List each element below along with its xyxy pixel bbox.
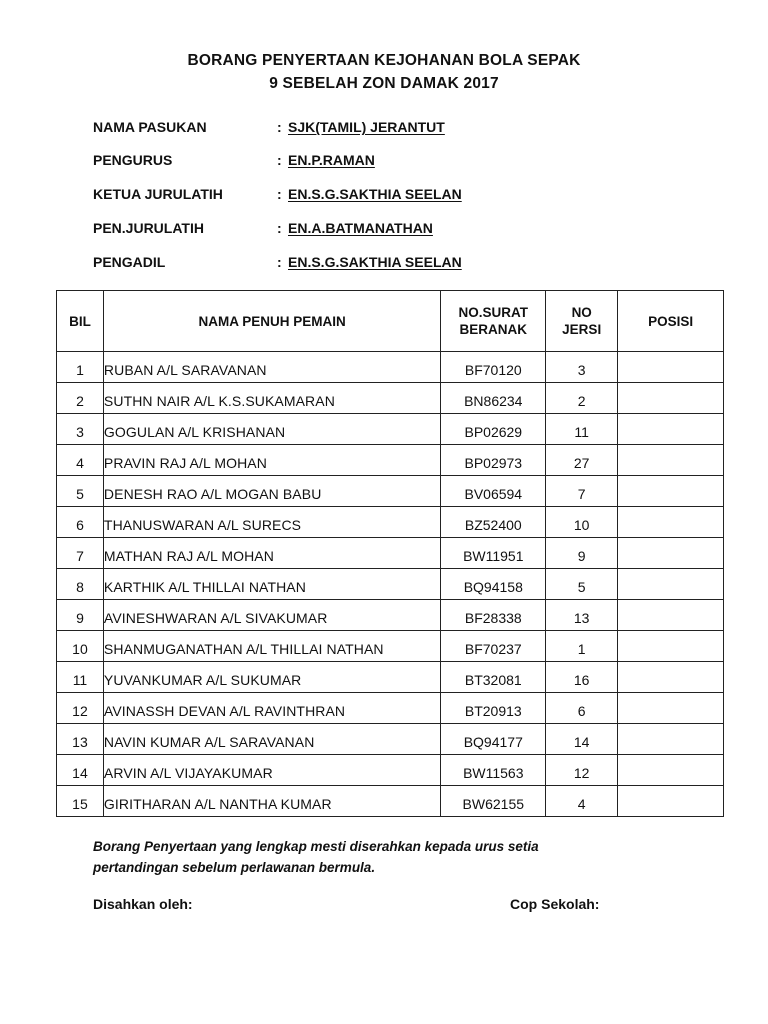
info-colon: : — [277, 254, 282, 270]
cell-position — [618, 786, 724, 817]
cell-jersey-number: 5 — [546, 569, 618, 600]
info-value: SJK(TAMIL) JERANTUT — [288, 119, 445, 135]
header-jersey-line-2: JERSI — [562, 322, 602, 337]
cell-birth-cert: BQ94177 — [441, 724, 546, 755]
cell-bil: 1 — [57, 352, 104, 383]
cell-jersey-number: 12 — [546, 755, 618, 786]
cell-player-name: PRAVIN RAJ A/L MOHAN — [103, 445, 440, 476]
cell-position — [618, 352, 724, 383]
info-label: KETUA JURULATIH — [93, 186, 223, 202]
cell-player-name: KARTHIK A/L THILLAI NATHAN — [103, 569, 440, 600]
cell-birth-cert: BP02973 — [441, 445, 546, 476]
cell-birth-cert: BP02629 — [441, 414, 546, 445]
cell-bil: 9 — [57, 600, 104, 631]
cell-bil: 2 — [57, 383, 104, 414]
cell-player-name: THANUSWARAN A/L SURECS — [103, 507, 440, 538]
table-row — [57, 507, 724, 538]
info-colon: : — [277, 152, 282, 168]
cell-jersey-number: 4 — [546, 786, 618, 817]
header-jersey-line-1: NO — [571, 305, 592, 320]
cell-birth-cert: BW62155 — [441, 786, 546, 817]
info-colon: : — [277, 220, 282, 236]
header-jersey-number — [546, 291, 618, 352]
cell-bil: 14 — [57, 755, 104, 786]
cell-position — [618, 755, 724, 786]
note-line-2: pertandingan sebelum perlawanan bermula. — [93, 860, 376, 875]
cell-birth-cert: BW11563 — [441, 755, 546, 786]
cell-jersey-number: 9 — [546, 538, 618, 569]
cell-birth-cert: BF28338 — [441, 600, 546, 631]
roster-body — [57, 352, 724, 817]
cell-position — [618, 693, 724, 724]
table-row — [57, 445, 724, 476]
player-roster-table — [56, 290, 724, 817]
cell-birth-cert: BZ52400 — [441, 507, 546, 538]
header-player-name: NAMA PENUH PEMAIN — [103, 291, 440, 352]
cell-position — [618, 507, 724, 538]
cell-player-name: GOGULAN A/L KRISHANAN — [103, 414, 440, 445]
info-label: NAMA PASUKAN — [93, 119, 207, 135]
cell-player-name: ARVIN A/L VIJAYAKUMAR — [103, 755, 440, 786]
cell-birth-cert: BN86234 — [441, 383, 546, 414]
table-row — [57, 538, 724, 569]
cell-player-name: AVINESHWARAN A/L SIVAKUMAR — [103, 600, 440, 631]
cell-player-name: SHANMUGANATHAN A/L THILLAI NATHAN — [103, 631, 440, 662]
cell-bil: 12 — [57, 693, 104, 724]
submission-note — [93, 836, 693, 878]
cell-player-name: MATHAN RAJ A/L MOHAN — [103, 538, 440, 569]
info-value: EN.A.BATMANATHAN — [288, 220, 433, 236]
info-label: PENGADIL — [93, 254, 166, 270]
table-row — [57, 352, 724, 383]
cell-bil: 3 — [57, 414, 104, 445]
cell-bil: 8 — [57, 569, 104, 600]
cell-player-name: SUTHN NAIR A/L K.S.SUKAMARAN — [103, 383, 440, 414]
cell-jersey-number: 2 — [546, 383, 618, 414]
info-value: EN.S.G.SAKTHIA SEELAN — [288, 186, 462, 202]
cell-birth-cert: BF70120 — [441, 352, 546, 383]
table-row — [57, 569, 724, 600]
cell-position — [618, 631, 724, 662]
cell-position — [618, 569, 724, 600]
cell-bil: 7 — [57, 538, 104, 569]
cell-jersey-number: 10 — [546, 507, 618, 538]
cell-player-name: YUVANKUMAR A/L SUKUMAR — [103, 662, 440, 693]
note-line-1: Borang Penyertaan yang lengkap mesti diserahkan kepada urus setia — [93, 839, 539, 854]
form-title-line-2: 9 SEBELAH ZON DAMAK 2017 — [269, 75, 499, 92]
school-stamp-label: Cop Sekolah: — [510, 896, 600, 912]
cell-player-name: AVINASSH DEVAN A/L RAVINTHRAN — [103, 693, 440, 724]
cell-position — [618, 414, 724, 445]
cell-position — [618, 538, 724, 569]
cell-position — [618, 724, 724, 755]
cell-bil: 5 — [57, 476, 104, 507]
info-label: PEN.JURULATIH — [93, 220, 204, 236]
table-row — [57, 383, 724, 414]
cell-jersey-number: 27 — [546, 445, 618, 476]
cell-bil: 13 — [57, 724, 104, 755]
cell-jersey-number: 1 — [546, 631, 618, 662]
table-row — [57, 631, 724, 662]
cell-position — [618, 600, 724, 631]
table-row — [57, 693, 724, 724]
cell-player-name: GIRITHARAN A/L NANTHA KUMAR — [103, 786, 440, 817]
table-row — [57, 755, 724, 786]
cell-birth-cert: BV06594 — [441, 476, 546, 507]
table-row — [57, 414, 724, 445]
cell-player-name: DENESH RAO A/L MOGAN BABU — [103, 476, 440, 507]
info-label: PENGURUS — [93, 152, 173, 168]
cell-jersey-number: 6 — [546, 693, 618, 724]
form-title-line-1: BORANG PENYERTAAN KEJOHANAN BOLA SEPAK — [187, 52, 581, 69]
cell-position — [618, 445, 724, 476]
cell-position — [618, 476, 724, 507]
info-colon: : — [277, 119, 282, 135]
info-value: EN.S.G.SAKTHIA SEELAN — [288, 254, 462, 270]
header-bil: BIL — [57, 291, 104, 352]
cell-bil: 10 — [57, 631, 104, 662]
header-birth-cert — [441, 291, 546, 352]
info-value: EN.P.RAMAN — [288, 152, 375, 168]
cell-birth-cert: BF70237 — [441, 631, 546, 662]
table-row — [57, 786, 724, 817]
table-row — [57, 600, 724, 631]
table-row — [57, 476, 724, 507]
verified-by-label: Disahkan oleh: — [93, 896, 193, 912]
header-position: POSISI — [618, 291, 724, 352]
cell-player-name: NAVIN KUMAR A/L SARAVANAN — [103, 724, 440, 755]
cell-bil: 15 — [57, 786, 104, 817]
cell-birth-cert: BT20913 — [441, 693, 546, 724]
cell-jersey-number: 7 — [546, 476, 618, 507]
cell-jersey-number: 14 — [546, 724, 618, 755]
cell-birth-cert: BW11951 — [441, 538, 546, 569]
cell-position — [618, 662, 724, 693]
table-row — [57, 724, 724, 755]
cell-birth-cert: BQ94158 — [441, 569, 546, 600]
table-header-row — [57, 291, 724, 352]
cell-jersey-number: 13 — [546, 600, 618, 631]
cell-birth-cert: BT32081 — [441, 662, 546, 693]
cell-bil: 6 — [57, 507, 104, 538]
cell-position — [618, 383, 724, 414]
header-birth-cert-line-1: NO.SURAT — [458, 305, 529, 320]
cell-jersey-number: 3 — [546, 352, 618, 383]
cell-bil: 11 — [57, 662, 104, 693]
header-birth-cert-line-2: BERANAK — [459, 322, 528, 337]
cell-bil: 4 — [57, 445, 104, 476]
table-row — [57, 662, 724, 693]
cell-jersey-number: 16 — [546, 662, 618, 693]
cell-player-name: RUBAN A/L SARAVANAN — [103, 352, 440, 383]
cell-jersey-number: 11 — [546, 414, 618, 445]
info-colon: : — [277, 186, 282, 202]
